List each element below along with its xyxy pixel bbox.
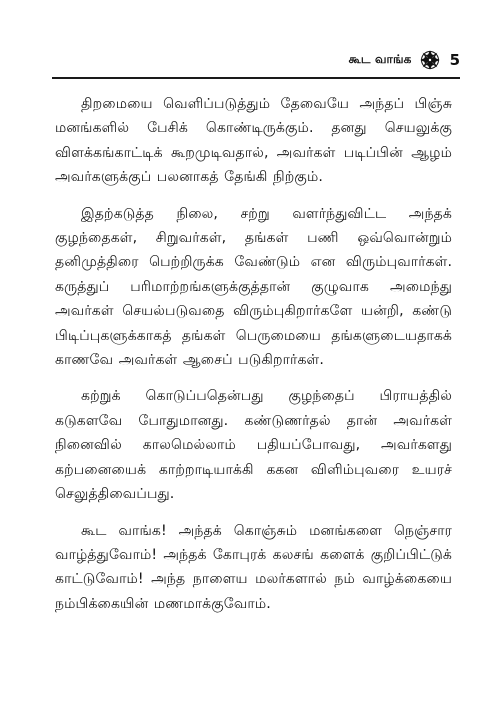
paragraph-3: கற்றுக் கொடுப்பதென்பது குழந்தைப் பிராயத்தில் கடுகளவே போதுமானது. கண்டுணர்தல் தான் அவர்கள் நினைவில் காலமெல்லாம் பதியப்போவது, அவர்களது கற்பனையைக் காற்றாடியாக்கி ககன விளிம்புவரை உயரச் செலுத்திவைப்பது.	[55, 388, 452, 503]
paragraph-4: கூட வாங்க! அந்தக் கொஞ்சும் மனங்களை நெஞ்சார வாழ்த்துவோம்! அந்தக் கோபுரக் கலசங் களைக் குறிப்பிட்டுக் காட்டுவோம்! அந்த நாளைய மலர்களால் நம் வாழ்க்கையை நம்பிக்கையின் மணமாக்குவோம்.	[55, 522, 452, 612]
body-text	[55, 92, 452, 628]
flower-ornament-icon	[420, 50, 440, 70]
page-number: 5	[449, 51, 460, 69]
running-title: கூட வாங்க	[348, 52, 412, 66]
header-rule	[52, 77, 460, 79]
paragraph-1: திறமையை வெளிப்படுத்தும் தேவையே அந்தப் பிஞ்சு மனங்களில் பேசிக் கொண்டிருக்கும். தனது செயலுக்கு விளக்கங்காட்டிக் கூறமுடிவதால், அவர்கள் படிப்பின் ஆழம் அவர்களுக்குப் பலனாகத் தேங்கி நிற்கும்.	[55, 96, 452, 186]
header-right-group	[349, 44, 460, 76]
page-header	[52, 44, 460, 76]
paragraph-2: இதற்கடுத்த நிலை, சற்று வளர்ந்துவிட்ட அந்தக் குழந்தைகள், சிறுவர்கள், தங்கள் பணி ஒவ்வொன்றும் தனிமுத்திரை பெற்றிருக்க வேண்டும் என விரும்புவார்கள். கருத்துப் பரிமாற்றங்களுக்குத்தான் குழுவாக அமைந்து அவர்கள் செயல்படுவதை விரும்புகிறார்களே யன்றி, கண்டு பிடிப்புகளுக்காகத் தங்கள் பெருமையை தங்களுடையதாகக் காணவே அவர்கள் ஆசைப் படுகிறார்கள்.	[55, 205, 452, 369]
